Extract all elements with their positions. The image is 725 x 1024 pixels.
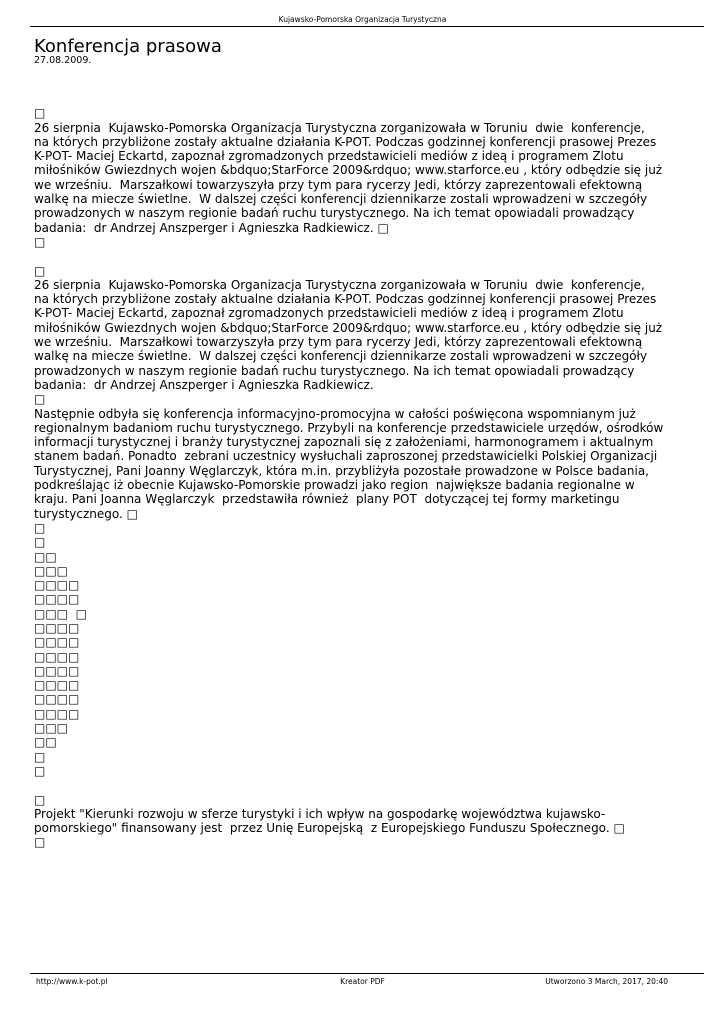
body-line: □□: [34, 735, 57, 750]
body-line: □□□□: [34, 578, 80, 593]
body-line: □: [34, 792, 46, 807]
body-line: □□□: [34, 563, 69, 578]
body-line: □□□□: [34, 663, 80, 678]
body-line: [34, 92, 706, 106]
body-line: □: [34, 749, 46, 764]
body-line: □: [34, 535, 46, 550]
body-line: 26 sierpnia Kujawsko-Pomorska Organizacja Turystyczna zorganizowała w Toruniu dwie konferencje,: [34, 277, 645, 292]
body-line: K-POT- Maciej Eckartd, zapoznał zgromadzonych przedstawicieli mediów z ideą i programem Zlotu: [34, 149, 624, 164]
body-line: □□□□: [34, 706, 80, 721]
body-line: □□□: [34, 721, 69, 736]
body-line: □: [34, 106, 46, 121]
body-line: miłośników Gwiezdnych wojen &bdquo;StarForce 2009&rdquo; www.starforce.eu , który odbędzie się już: [34, 163, 663, 178]
body-line: □□□□: [34, 635, 80, 650]
body-line: □□: [34, 549, 57, 564]
header-divider: [30, 26, 704, 27]
article-date: 27.08.2009.: [34, 55, 92, 66]
body-line: na których przybliżone zostały aktualne działania K-POT. Podczas godzinnej konferencji prasowej Prezes: [34, 134, 657, 149]
body-line: pomorskiego" finansowany jest przez Unię Europejską z Europejskiego Funduszu Społecznego. □: [34, 821, 625, 836]
body-line: 26 sierpnia Kujawsko-Pomorska Organizacja Turystyczna zorganizowała w Toruniu dwie konferencje,: [34, 120, 645, 135]
footer-url-link[interactable]: http://www.k-pot.pl: [36, 977, 108, 986]
body-line: na których przybliżone zostały aktualne działania K-POT. Podczas godzinnej konferencji prasowej Prezes: [34, 292, 657, 307]
body-line: miłośników Gwiezdnych wojen &bdquo;StarForce 2009&rdquo; www.starforce.eu , który odbędzie się już: [34, 320, 663, 335]
body-line: regionalnym badaniom ruchu turystycznego. Przybyli na konferencje przedstawiciele urzędów, ośrodków: [34, 420, 664, 435]
body-line: □□□□: [34, 592, 80, 607]
body-line: kraju. Pani Joanna Węglarczyk przedstawiła również plany POT dotyczącej tej formy marketingu: [34, 492, 620, 507]
body-line: Turystycznej, Pani Joanny Węglarczyk, która m.in. przybliżyła pozostałe prowadzone w Polsce badania,: [34, 463, 649, 478]
body-line: □: [34, 392, 46, 407]
body-line: badania: dr Andrzej Anszperger i Agnieszka Radkiewicz.: [34, 377, 374, 392]
body-line: we wrześniu. Marszałkowi towarzyszyła przy tym para rycerzy Jedi, którzy zaprezentowali efektowną: [34, 177, 643, 192]
page-header: Kujawsko-Pomorska Organizacja Turystyczna: [278, 15, 447, 24]
body-line: informacji turystycznej i branży turystycznej zapoznali się z założeniami, harmonogramem i aktualnym: [34, 435, 654, 450]
article-body: [34, 92, 706, 850]
body-line: stanem badań. Ponadto zebrani uczestnicy wysłuchali zaproszonej przedstawicielki Polskiej Organizacji: [34, 449, 658, 464]
body-line: □□□ □: [34, 606, 87, 621]
footer-divider: [30, 973, 704, 974]
footer-created-timestamp: Utworzono 3 March, 2017, 20:40: [545, 977, 668, 986]
body-line: □: [34, 763, 46, 778]
footer-generator: Kreator PDF: [340, 977, 385, 986]
body-line: [34, 778, 706, 792]
body-line: □□□□: [34, 678, 80, 693]
body-line: we wrześniu. Marszałkowi towarzyszyła przy tym para rycerzy Jedi, którzy zaprezentowali efektowną: [34, 335, 643, 350]
body-line: □: [34, 520, 46, 535]
body-line: prowadzonych w naszym regionie badań ruchu turystycznego. Na ich temat opowiadali prowadzący: [34, 206, 635, 221]
body-line: □: [34, 234, 46, 249]
body-line: □□□□: [34, 620, 80, 635]
body-line: Następnie odbyła się konferencja informacyjno-promocyjna w całości poświęcona wspomnianym już: [34, 406, 636, 421]
body-line: podkreślając iż obecnie Kujawsko-Pomorskie prowadzi jako region największe badania regionalne w: [34, 478, 635, 493]
body-line: badania: dr Andrzej Anszperger i Agnieszka Radkiewicz. □: [34, 220, 389, 235]
body-line: □□□□: [34, 692, 80, 707]
body-line: K-POT- Maciej Eckartd, zapoznał zgromadzonych przedstawicieli mediów z ideą i programem Zlotu: [34, 306, 624, 321]
body-line: □□□□: [34, 649, 80, 664]
body-line: Projekt "Kierunki rozwoju w sferze turystyki i ich wpływ na gospodarkę województwa kujawsko-: [34, 806, 606, 821]
body-line: □: [34, 263, 46, 278]
body-line: turystycznego. □: [34, 506, 139, 521]
body-line: prowadzonych w naszym regionie badań ruchu turystycznego. Na ich temat opowiadali prowadzący: [34, 363, 635, 378]
body-line: walkę na miecze świetlne. W dalszej części konferencji dziennikarze zostali wprowadzeni w szczegóły: [34, 192, 648, 207]
body-line: [34, 249, 706, 263]
body-line: □: [34, 835, 46, 850]
article-title: Konferencja prasowa: [34, 36, 222, 57]
body-line: walkę na miecze świetlne. W dalszej części konferencji dziennikarze zostali wprowadzeni w szczegóły: [34, 349, 648, 364]
